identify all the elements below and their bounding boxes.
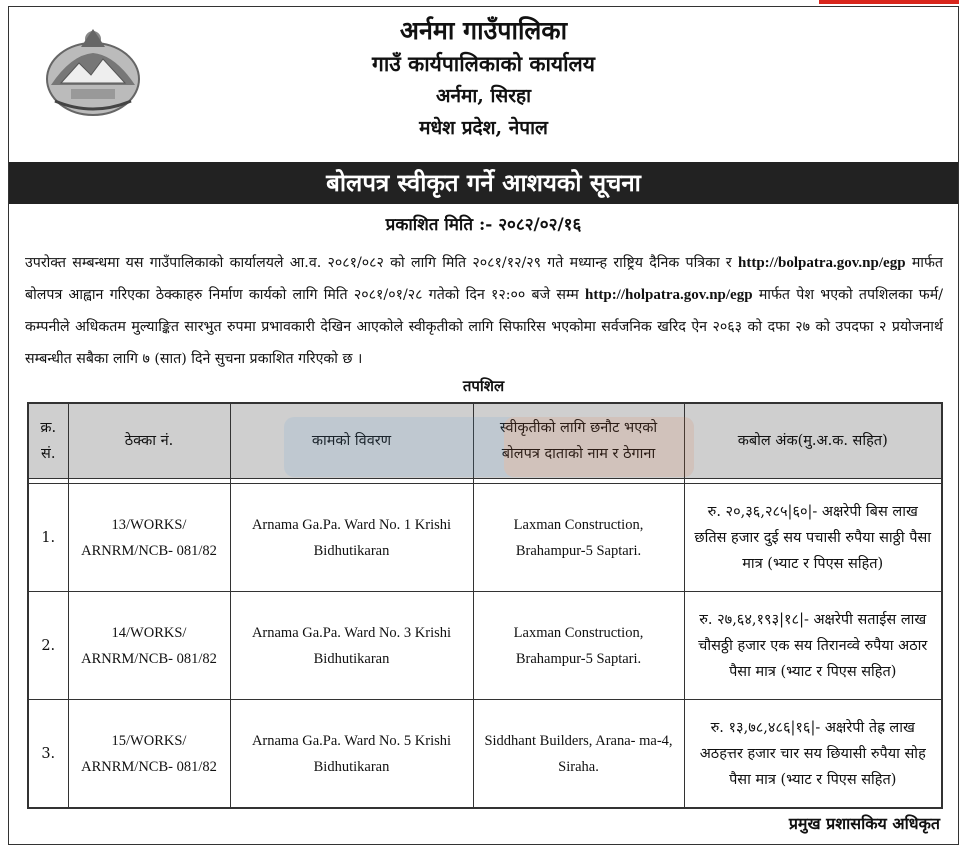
notice-page <box>8 6 959 845</box>
cell-bid-amount: रु. १३,७८,४८६|१६|- अक्षरेपी तेह्र लाख अठहत्तर हजार चार सय छियासी रुपैया सोह पैसा मात्र (भ्याट र पिएस सहित) <box>684 700 942 809</box>
body-text-part3: मार्फत पेश भएको तपशिलका फर्म/कम्पनीले अधिकतम मुल्याङ्कित सारभुत रुपमा प्रभावकारी देखिन आएकोले स्वीकृतीको लागि सिफारिस भएकोमा सर्वजनिक खरिद ऐन २०६३ को दफा २७ को उपदफा २ प्रयोजनार्थ सम्बन्धीत सबैका लागि ७ (सात) दिने सुचना प्रकाशित गरिएको छ । <box>25 287 944 367</box>
egp-link-2[interactable]: http://holpatra.gov.np/egp <box>585 287 753 303</box>
cell-contract-no: 14/WORKS/ ARNRM/NCB- 081/82 <box>68 592 230 700</box>
header-work-desc: कामको विवरण <box>230 403 473 479</box>
table-title: तपशिल <box>462 377 505 395</box>
header-bid-amount: कबोल अंक(मु.अ.क. सहित) <box>684 403 942 479</box>
office-name: गाउँ कार्यपालिकाको कार्यालय <box>372 51 595 76</box>
table-row <box>28 700 942 809</box>
signatory-title: प्रमुख प्रशासकिय अधिकृत <box>788 814 940 833</box>
notice-title: बोलपत्र स्वीकृत गर्ने आशयको सूचना <box>9 162 958 204</box>
header-block <box>9 15 958 144</box>
header-contract-no: ठेक्का नं. <box>68 403 230 479</box>
contracts-table <box>27 402 943 809</box>
province-address: मधेश प्रदेश, नेपाल <box>419 117 548 139</box>
cell-bid-amount: रु. २०,३६,२८५|६०|- अक्षरेपी बिस लाख छतिस हजार दुई सय पचासी रुपैया साठ्ठी पैसा मात्र (भ्याट र पिएस सहित) <box>684 484 942 592</box>
published-date: प्रकाशित मिति :- २०८२/०२/१६ <box>385 215 582 235</box>
cell-sn: 3. <box>28 700 68 809</box>
body-text-part1: उपरोक्त सम्बन्धमा यस गाउँपालिकाको कार्यालयले आ.व. २०८१/०८२ को लागि मिति २०८१/१२/२९ गते मध्यान्ह राष्ट्रिय दैनिक पत्रिका र <box>25 255 732 271</box>
cell-contract-no: 15/WORKS/ ARNRM/NCB- 081/82 <box>68 700 230 809</box>
notice-body <box>25 247 943 375</box>
municipality-name: अर्नमा गाउँपालिका <box>399 16 568 45</box>
cell-work-desc: Arnama Ga.Pa. Ward No. 5 Krishi Bidhutikaran <box>230 700 473 809</box>
body-text-part2: मार्फत बोलपत्र आह्वान गरिएका ठेक्काहरु निर्माण कार्यको लागि मिति २०८१/०१/२८ गतेको दिन १२:०० बजे सम्म <box>25 255 943 303</box>
cell-bidder: Siddhant Builders, Arana- ma-4, Siraha. <box>473 700 684 809</box>
cell-sn: 2. <box>28 592 68 700</box>
cell-contract-no: 13/WORKS/ ARNRM/NCB- 081/82 <box>68 484 230 592</box>
office-address: अर्नमा, सिरहा <box>435 85 532 107</box>
table-row <box>28 592 942 700</box>
cell-work-desc: Arnama Ga.Pa. Ward No. 1 Krishi Bidhutikaran <box>230 484 473 592</box>
header-bidder: स्वीकृतीको लागि छनौट भएको बोलपत्र दाताको नाम र ठेगाना <box>473 403 684 479</box>
table-header-row <box>28 403 942 479</box>
egp-link-1[interactable]: http://bolpatra.gov.np/egp <box>738 255 906 271</box>
cell-sn: 1. <box>28 484 68 592</box>
top-accent-bar <box>819 0 959 4</box>
cell-bidder: Laxman Construction, Brahampur-5 Saptari. <box>473 484 684 592</box>
cell-bid-amount: रु. २७,६४,१९३|१८|- अक्षरेपी सताईस लाख चौसठ्ठी हजार एक सय तिरानव्वे रुपैया अठार पैसा मात्र (भ्याट र पिएस सहित) <box>684 592 942 700</box>
cell-work-desc: Arnama Ga.Pa. Ward No. 3 Krishi Bidhutikaran <box>230 592 473 700</box>
header-sn: क्र. सं. <box>28 403 68 479</box>
cell-bidder: Laxman Construction, Brahampur-5 Saptari. <box>473 592 684 700</box>
table-row <box>28 484 942 592</box>
